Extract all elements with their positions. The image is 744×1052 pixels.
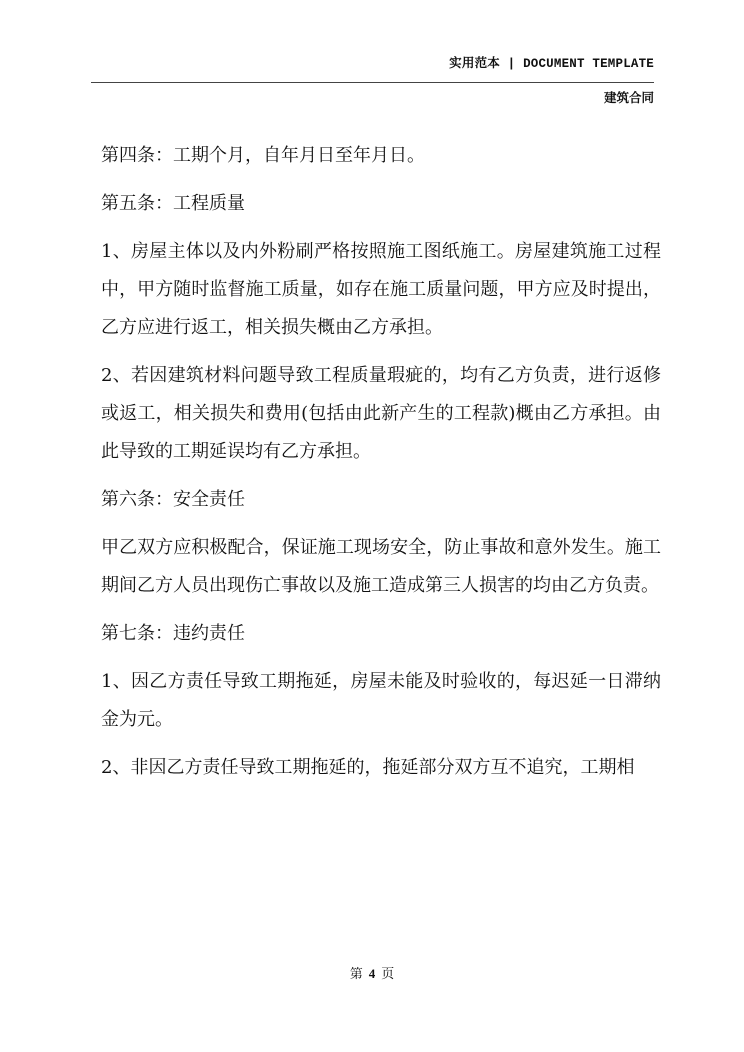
page-number-suffix: 页 <box>381 967 395 982</box>
article-6-heading: 第六条：安全责任 <box>101 489 245 510</box>
header-subtitle: 建筑合同 <box>603 90 654 105</box>
header-title: 实用范本 | DOCUMENT TEMPLATE <box>449 57 654 71</box>
article-7-clause-1: 1、因乙方责任导致工期拖延，房屋未能及时验收的，每迟延一日滞纳金为元。 <box>101 671 661 730</box>
header-divider <box>91 82 654 83</box>
article-5-clause-1: 1、房屋主体以及内外粉刷严格按照施工图纸施工。房屋建筑施工过程中，甲方随时监督施工质量，如存在施工质量问题，甲方应及时提出，乙方应进行返工，相关损失概由乙方承担。 <box>101 241 661 338</box>
article-7-heading: 第七条：违约责任 <box>101 623 245 644</box>
article-6-body: 甲乙双方应积极配合，保证施工现场安全，防止事故和意外发生。施工期间乙方人员出现伤亡事故以及施工造成第三人损害的均由乙方负责。 <box>101 537 661 596</box>
document-body <box>101 137 661 797</box>
article-5-heading: 第五条：工程质量 <box>101 193 245 214</box>
page-footer <box>0 963 744 982</box>
page-number: 4 <box>368 966 376 981</box>
article-5-clause-2: 2、若因建筑材料问题导致工程质量瑕疵的，均有乙方负责，进行返修或返工，相关损失和费用(包括由此新产生的工程款)概由乙方承担。由此导致的工期延误均有乙方承担。 <box>101 365 661 462</box>
article-4-line: 第四条：工期个月，自年月日至年月日。 <box>101 145 425 166</box>
page-number-prefix: 第 <box>349 967 363 982</box>
article-7-clause-2: 2、非因乙方责任导致工期拖延的，拖延部分双方互不追究，工期相 <box>101 757 635 778</box>
